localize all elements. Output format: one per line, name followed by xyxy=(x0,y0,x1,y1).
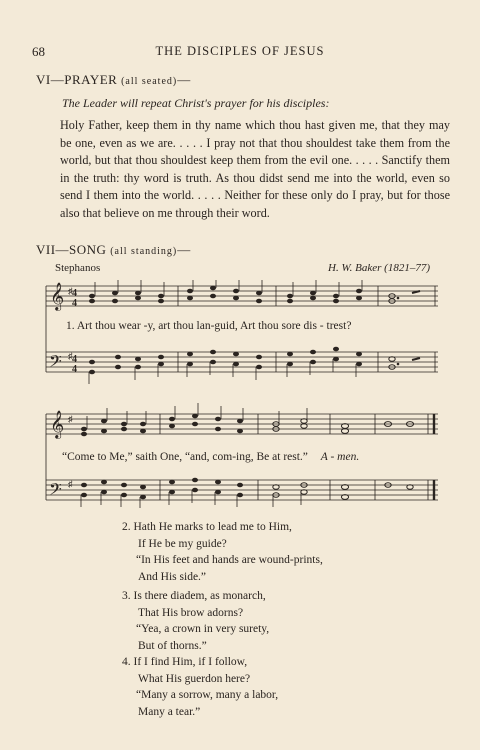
stanza-4 xyxy=(122,654,422,720)
section-title-song-main: VII—SONG xyxy=(36,242,111,257)
section-title-prayer-dash: — xyxy=(177,72,191,87)
svg-text:𝄢: 𝄢 xyxy=(49,479,62,503)
music-system-1 xyxy=(40,280,445,390)
svg-text:4: 4 xyxy=(72,288,77,299)
amen-text: A - men. xyxy=(320,451,360,463)
section-title-prayer xyxy=(36,72,191,88)
svg-text:𝄞: 𝄞 xyxy=(50,282,65,310)
stanza-line: But of thorns.” xyxy=(138,639,207,652)
lyric-line-1: 1. Art thou wear -y, art thou lan-guid, Art thou sore dis - trest? xyxy=(66,320,352,332)
stanza-line: “In His feet and hands are wound-prints, xyxy=(136,554,323,566)
svg-text:4: 4 xyxy=(72,364,77,375)
stanza-line: 3. Is there diadem, as monarch, xyxy=(122,590,266,602)
lyric-line-2-text: “Come to Me,” saith One, “and, com-ing, Be at rest.” xyxy=(62,451,308,463)
prayer-text: Holy Father, keep them in thy name which thou hast given me, that they may be one, even as we are. . . . . I pray not that thou shouldest take them from the world, but that thou shouldest keep them from the evil one. . . . . Sanctify them in the truth: thy word is truth. As thou didst send me into the world, even so send I them into the world. . . . . Neither for these only do I pray, but for those also that believe on me through their word. xyxy=(60,118,450,220)
svg-text:4: 4 xyxy=(72,298,77,309)
running-head: THE DISCIPLES OF JESUS xyxy=(155,44,325,58)
svg-text:♯: ♯ xyxy=(68,351,73,361)
section-title-prayer-note: (all seated) xyxy=(121,76,178,87)
section-title-song-dash: — xyxy=(177,242,191,257)
composer-credit: H. W. Baker (1821–77) xyxy=(328,262,430,274)
leader-instruction: The Leader will repeat Christ's prayer for his disciples: xyxy=(62,96,330,110)
stanza-3 xyxy=(122,588,422,654)
stanza-line: “Yea, a crown in very surety, xyxy=(136,623,270,635)
svg-text:♯: ♯ xyxy=(68,479,73,489)
stanza-2 xyxy=(122,519,422,585)
section-title-song xyxy=(36,242,191,258)
stanza-line: What His guerdon here? xyxy=(138,672,251,685)
section-title-song-note: (all standing) xyxy=(110,246,178,257)
stanza-line: And His side.” xyxy=(138,570,207,583)
page-header xyxy=(32,44,448,62)
stanza-line: Many a tear.” xyxy=(138,705,201,718)
stanza-line: 2. Hath He marks to lead me to Him, xyxy=(122,521,292,533)
svg-text:𝄞: 𝄞 xyxy=(50,410,65,438)
svg-text:𝄢: 𝄢 xyxy=(49,351,62,375)
page-number: 68 xyxy=(32,44,45,59)
stanza-line: 4. If I find Him, if I follow, xyxy=(122,656,248,668)
svg-text:4: 4 xyxy=(72,354,77,365)
stanza-line: That His brow adorns? xyxy=(138,606,244,619)
svg-text:♯: ♯ xyxy=(68,414,73,424)
stanza-line: If He be my guide? xyxy=(138,537,227,550)
tune-name: Stephanos xyxy=(55,262,101,274)
section-title-prayer-main: VI—PRAYER xyxy=(36,72,122,87)
stanza-line: “Many a sorrow, many a labor, xyxy=(136,689,279,701)
svg-text:♯: ♯ xyxy=(68,286,73,296)
lyric-line-2 xyxy=(62,451,359,463)
